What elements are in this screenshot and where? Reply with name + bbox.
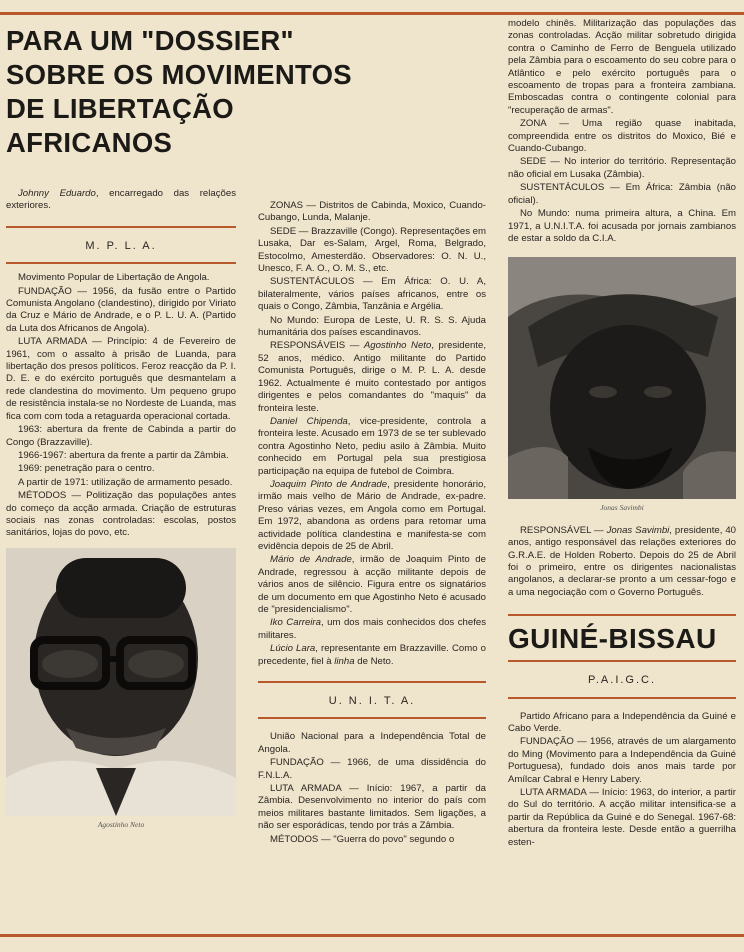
col2-p8-name: Mário de Andrade [270, 554, 352, 566]
headline-line: SOBRE OS MOVIMENTOS [6, 59, 352, 90]
unita-p1: União Nacional para a Independência Total de Angola. [258, 731, 486, 755]
section-title-mpla: M. P. L. A. [85, 239, 157, 252]
col2-p9-rest: , um dos mais conhecidos dos chefes militares. [258, 617, 486, 641]
guine-bissau-heading: GUINÉ-BISSAU [508, 623, 717, 655]
col2-p4: No Mundo: Europa de Leste, U. R. S. S. Ajuda humanitária dos países escandinavos. [258, 314, 486, 339]
unita-p2: FUNDAÇÃO — 1966, de uma dissidência do F.N.L.A. [258, 757, 486, 781]
photo-caption-neto: Agostinho Neto [97, 819, 145, 829]
section-title-paigc: P.A.I.G.C. [587, 674, 657, 687]
col2-p5 [258, 340, 486, 414]
headline-line: AFRICANOS [6, 127, 173, 158]
col2-p6-rest: , vice-presidente, controla a fronteira leste. Acusado em 1973 de se ter sublevado contra Agostinho Neto, pediu asilo à Zâmbia. Muito conhecido em Portugal pela sua prestigiosa participação na equipa de futebol de Coimbra. [258, 415, 487, 477]
mpla-p7: A partir de 1971: utilização de armamento pesado. [18, 476, 233, 488]
col2-p5-lead: RESPONSÁVEIS — [270, 340, 364, 352]
col2-p9-name: Iko Carreira [270, 617, 321, 629]
col3-p6-lead: RESPONSÁVEL — [520, 524, 607, 536]
col2-p1: ZONAS — Distritos de Cabinda, Moxico, Cuando-Cubango, Lunda, Malanje. [258, 200, 486, 224]
mpla-p8: MÉTODOS — Politização das populações antes do começo da acção armada. Criação de estruturas sociais nas zonas controladas: escolas, postos sanitários, lojas do povo, etc. [6, 490, 236, 539]
photo-agostinho-neto [6, 548, 236, 816]
intro-text [6, 188, 236, 213]
photo-caption-savimbi: Jonas Savimbi [600, 503, 644, 513]
col3-p4: SUSTENTÁCULOS — Em África: Zâmbia (não oficial). [508, 182, 736, 206]
unita-p3: LUTA ARMADA — Início: 1967, a partir da Zâmbia. Desenvolvimento no interior do país com meios militares bastante limitados. Sem ligações, a não ser esporádicas, tendo por trás a Zâmbia. [258, 783, 486, 832]
col3-p6-name: Jonas Savimbi [606, 524, 670, 536]
col2-p10-end: de Neto. [354, 655, 394, 667]
mpla-p5: 1966-1967: abertura da frente a partir da Zâmbia. [18, 449, 229, 461]
section-title-unita: U. N. I. T. A. [328, 695, 416, 708]
bottom-rule [0, 934, 744, 937]
col3-p5: No Mundo: numa primeira altura, a China. Em 1971, a U.N.I.T.A. foi acusada por jornais zambianos de estar a soldo da C.I.A. [508, 208, 736, 244]
headline-line: DE LIBERTAÇÃO [6, 93, 234, 124]
col3-p2: ZONA — Uma região quase inabitada, compreendida entre os distritos do Moxico, Bié e Cuando-Cubango. [508, 118, 736, 155]
col2-p7-name: Joaquim Pinto de Andrade [270, 478, 388, 490]
col3-p6-rest: , presidente, 40 anos, antigo responsável das relações exteriores do G.R.A.E. de Holden Roberto. Depois do 25 de Abril foi o primeiro, entre os dirigentes nacionalistas angolanos, a declarar-se pronto a um cessar-fogo e a uma negociação com o Governo Português. [508, 524, 737, 598]
col2-p6 [258, 416, 486, 478]
col3-p6 [508, 525, 736, 599]
guine-p1: Partido Africano para a Independência da Guiné e Cabo Verde. [508, 710, 736, 734]
col2-p7 [258, 479, 486, 553]
headline [6, 24, 352, 160]
col3-p1: modelo chinês. Militarização das populações das zonas controladas. Acção militar sobretudo dirigida contra o Caminho de Ferro de Benguela utilizado pela Zâmbia para o escoamento do seu cobre para o Atlântico e pelo exército português para o escoamento de tropas para a fronteira zambiana. Emboscadas contra o contingente colonial para "recuperação de armas". [508, 18, 736, 116]
mpla-p1: Movimento Popular de Libertação de Angola. [18, 272, 210, 284]
col2-p8-rest: , irmão de Joaquim Pinto de Andrade, regressou à acção militante depois de vários anos de silêncio. Figura entre os signatários de um documento em que Agostinho Neto é acusado de "presidencialismo". [258, 554, 486, 615]
col2-p10 [258, 643, 486, 668]
mpla-p4: 1963: abertura da frente de Cabinda a partir do Congo (Brazzaville). [6, 424, 236, 448]
col2-p8 [258, 554, 486, 616]
col2-p2: SEDE — Brazzaville (Congo). Representações em Lusaka, Dar es-Salam, Argel, Roma, Belgrado, Estocolmo, Amesterdão. Observadores: O. N. U., Unesco, F. A. O., O. M. S., etc. [258, 225, 486, 275]
portrait-illustration [508, 257, 736, 499]
mpla-p2: FUNDAÇÃO — 1956, da fusão entre o Partido Comunista Angolano (clandestino), dirigido por Viriato da Cruz e Mário de Andrade, e o P. L. U. A. (Partido da Luta dos Africanos de Angola). [6, 285, 236, 334]
col2-p5-name: Agostinho Neto [363, 340, 432, 352]
col2-p10-name: Lúcio Lara [270, 643, 316, 655]
col3-p3: SEDE — No interior do território. Representação não oficial em Lusaka (Zâmbia). [508, 156, 736, 180]
top-rule [0, 12, 744, 15]
col2-p7-rest: , presidente honorário, irmão mais velho de Mário de Andrade, ex-padre. Preso várias vezes, em Angola como em Portugal. Em 1972, abandona as ordens para retomar uma actividade política clandestina e manifesta-se com evidência depois de 25 de Abril. [258, 478, 487, 552]
col2-p10-italic: linha [334, 655, 355, 667]
headline-line: PARA UM "DOSSIER" [6, 25, 294, 56]
portrait-illustration [6, 548, 236, 816]
col2-p5-rest: , presidente, 52 anos, médico. Antigo militante do Partido Comunista Português, dirige o M. P. L. A. desde 1962. Actualmente é muito contestado por antigos dirigentes e pelos comandantes do "maquis" da fronteira leste. [258, 340, 486, 414]
mpla-p6: 1969: penetração para o centro. [18, 463, 155, 475]
unita-p4: MÉTODOS — "Guerra do povo" segundo o [270, 833, 455, 845]
intro-rest: , encarregado das relações exteriores. [6, 188, 237, 212]
mpla-p3: LUTA ARMADA — Princípio: 4 de Fevereiro de 1961, com o assalto à prisão de Luanda, para libertação dos presos políticos. Feroz reacção da P. I. D. E. e do exército português que desmantelam a rede clandestina do movimento. Um pequeno grupo de resistência instala-se no Nordeste de Luanda, mas fica com com toda a retaguarda operacional cortada. [6, 336, 236, 422]
intro-name: Johnny Eduardo [18, 188, 96, 199]
col2-p9 [258, 617, 486, 642]
col2-p3: SUSTENTÁCULOS — Em África: O. U. A, bilateralmente, vários países africanos, entre os quais o Congo, Zâmbia, Tanzânia e Argélia. [258, 276, 486, 313]
guine-p2: FUNDAÇÃO — 1956, através de um alargamento do Ming (Movimento para a Independência da Guiné Portuguesa), fundado dois anos mais tarde por Amílcar Cabral e Henry Labery. [508, 736, 736, 785]
column-3 [508, 18, 736, 850]
col2-p10-mid: , representante em Brazzaville. Como o precedente, fiel à [258, 643, 486, 667]
guine-p3: LUTA ARMADA — Início: 1963, do interior, a partir do Sul do território. A acção militar intensifica-se a partir da República da Guiné e do Senegal. 1967-68: abertura da fronteira leste. Desde então a guerrilha esten- [508, 787, 736, 848]
photo-jonas-savimbi [508, 257, 736, 499]
column-2 [258, 200, 486, 847]
col2-p6-name: Daniel Chipenda [270, 415, 348, 427]
